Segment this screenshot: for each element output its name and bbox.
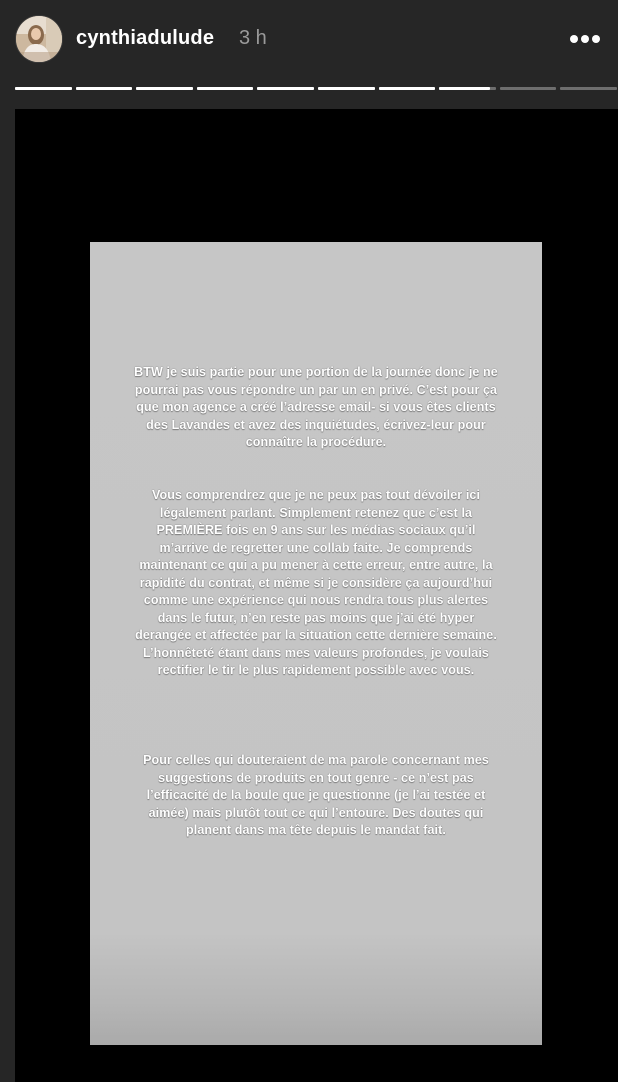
story-paragraph: BTW je suis partie pour une portion de la journée donc je ne pourrai pas vous répondre un par un en privé. C’est pour ça que mon agence a créé l’adresse email- si vous êtes clients des Lavandes et avez des inquiétudes, écrivez-leur pour connaître la procédure. xyxy=(134,365,498,449)
story-content[interactable] xyxy=(15,109,618,1082)
progress-segment-fill xyxy=(197,87,254,90)
progress-segment-fill xyxy=(15,87,72,90)
progress-segment-fill xyxy=(257,87,314,90)
story-header xyxy=(0,0,618,80)
avatar[interactable] xyxy=(15,15,63,63)
more-options-button[interactable] xyxy=(566,28,604,50)
story-progress-bar xyxy=(15,87,617,90)
progress-segment-fill xyxy=(76,87,133,90)
more-horizontal-icon xyxy=(566,28,604,50)
timestamp: 3 h xyxy=(239,27,267,49)
story-text-card xyxy=(90,242,542,1045)
progress-segment-fill xyxy=(439,87,490,90)
story-paragraph: Vous comprendrez que je ne peux pas tout dévoiler ici légalement parlant. Simplement retenez que c’est la PREMIÈRE fois en 9 ans sur les médias sociaux qu’il m’arrive de regretter une collab faite. Je comprends maintenant ce qui a pu mener à cette erreur, entre autre, la rapidité du contrat, et même si je considère ça aujourd’hui comme une expérience qui nous rendra tous plus alertes dans le futur, n’en reste pas moins que j’ai été hyper derangée et affectée par la situation cette dernière semaine. L’honnêteté étant dans mes valeurs profondes, je voulais rectifier le tir le plus rapidement possible avec vous. xyxy=(135,488,497,677)
progress-segment-fill xyxy=(318,87,375,90)
story-paragraph: Pour celles qui douteraient de ma parole concernant mes suggestions de produits en tout genre - ce n’est pas l’efficacité de la boule que je questionne (je l’ai testée et aimée) mais plutôt tout ce qui l’entoure. Des doutes qui planent dans ma tête depuis le mandat fait. xyxy=(143,753,489,837)
profile-photo xyxy=(16,16,62,62)
progress-segment xyxy=(560,87,617,90)
username[interactable]: cynthiadulude xyxy=(76,27,215,49)
progress-segment xyxy=(500,87,557,90)
progress-segment-fill xyxy=(136,87,193,90)
progress-segment-fill xyxy=(379,87,436,90)
